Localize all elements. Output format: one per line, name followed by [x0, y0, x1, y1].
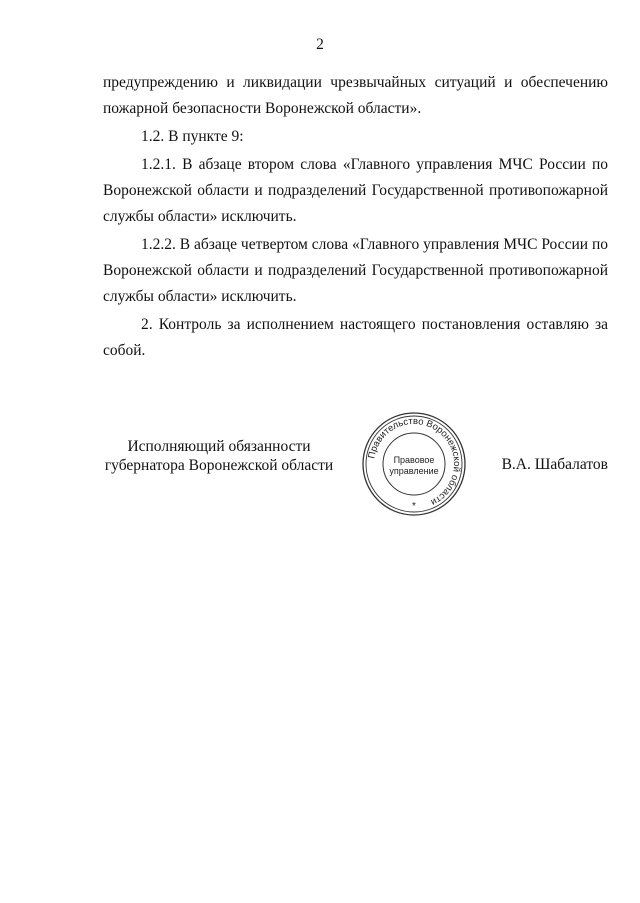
stamp-center-line1: Правовое [393, 455, 435, 465]
paragraph-1-2-1: 1.2.1. В абзаце втором слова «Главного управления МЧС России по Воронежской области и подразделений Государственной противопожарной службы области» исключить. [103, 156, 608, 225]
signatory-position [103, 437, 335, 475]
legal-department-stamp [360, 410, 468, 518]
paragraph-1-2-2: 1.2.2. В абзаце четвертом слова «Главного управления МЧС России по Воронежской области и подразделений Государственной противопожарной службы области» исключить. [103, 236, 608, 305]
signatory-position-line2: губернатора Воронежской области [104, 457, 334, 474]
paragraph-continuation: предупреждению и ликвидации чрезвычайных ситуаций и обеспечению пожарной безопасности Воронежской области». [103, 74, 608, 117]
paragraph-1-2: 1.2. В пункте 9: [141, 128, 244, 145]
paragraph-2: 2. Контроль за исполнением настоящего постановления оставляю за собой. [103, 316, 608, 359]
page-number: 2 [316, 36, 324, 53]
stamp-graphic [360, 410, 468, 518]
signatory-name: В.А. Шабалатов [501, 456, 608, 473]
stamp-ring-text: Правительство Воронежской области [366, 415, 463, 508]
signatory-position-line1: Исполняющий обязанности [127, 438, 311, 455]
stamp-center-line2: управление [389, 466, 439, 476]
document-body [103, 70, 608, 366]
stamp-star: * [412, 501, 416, 512]
